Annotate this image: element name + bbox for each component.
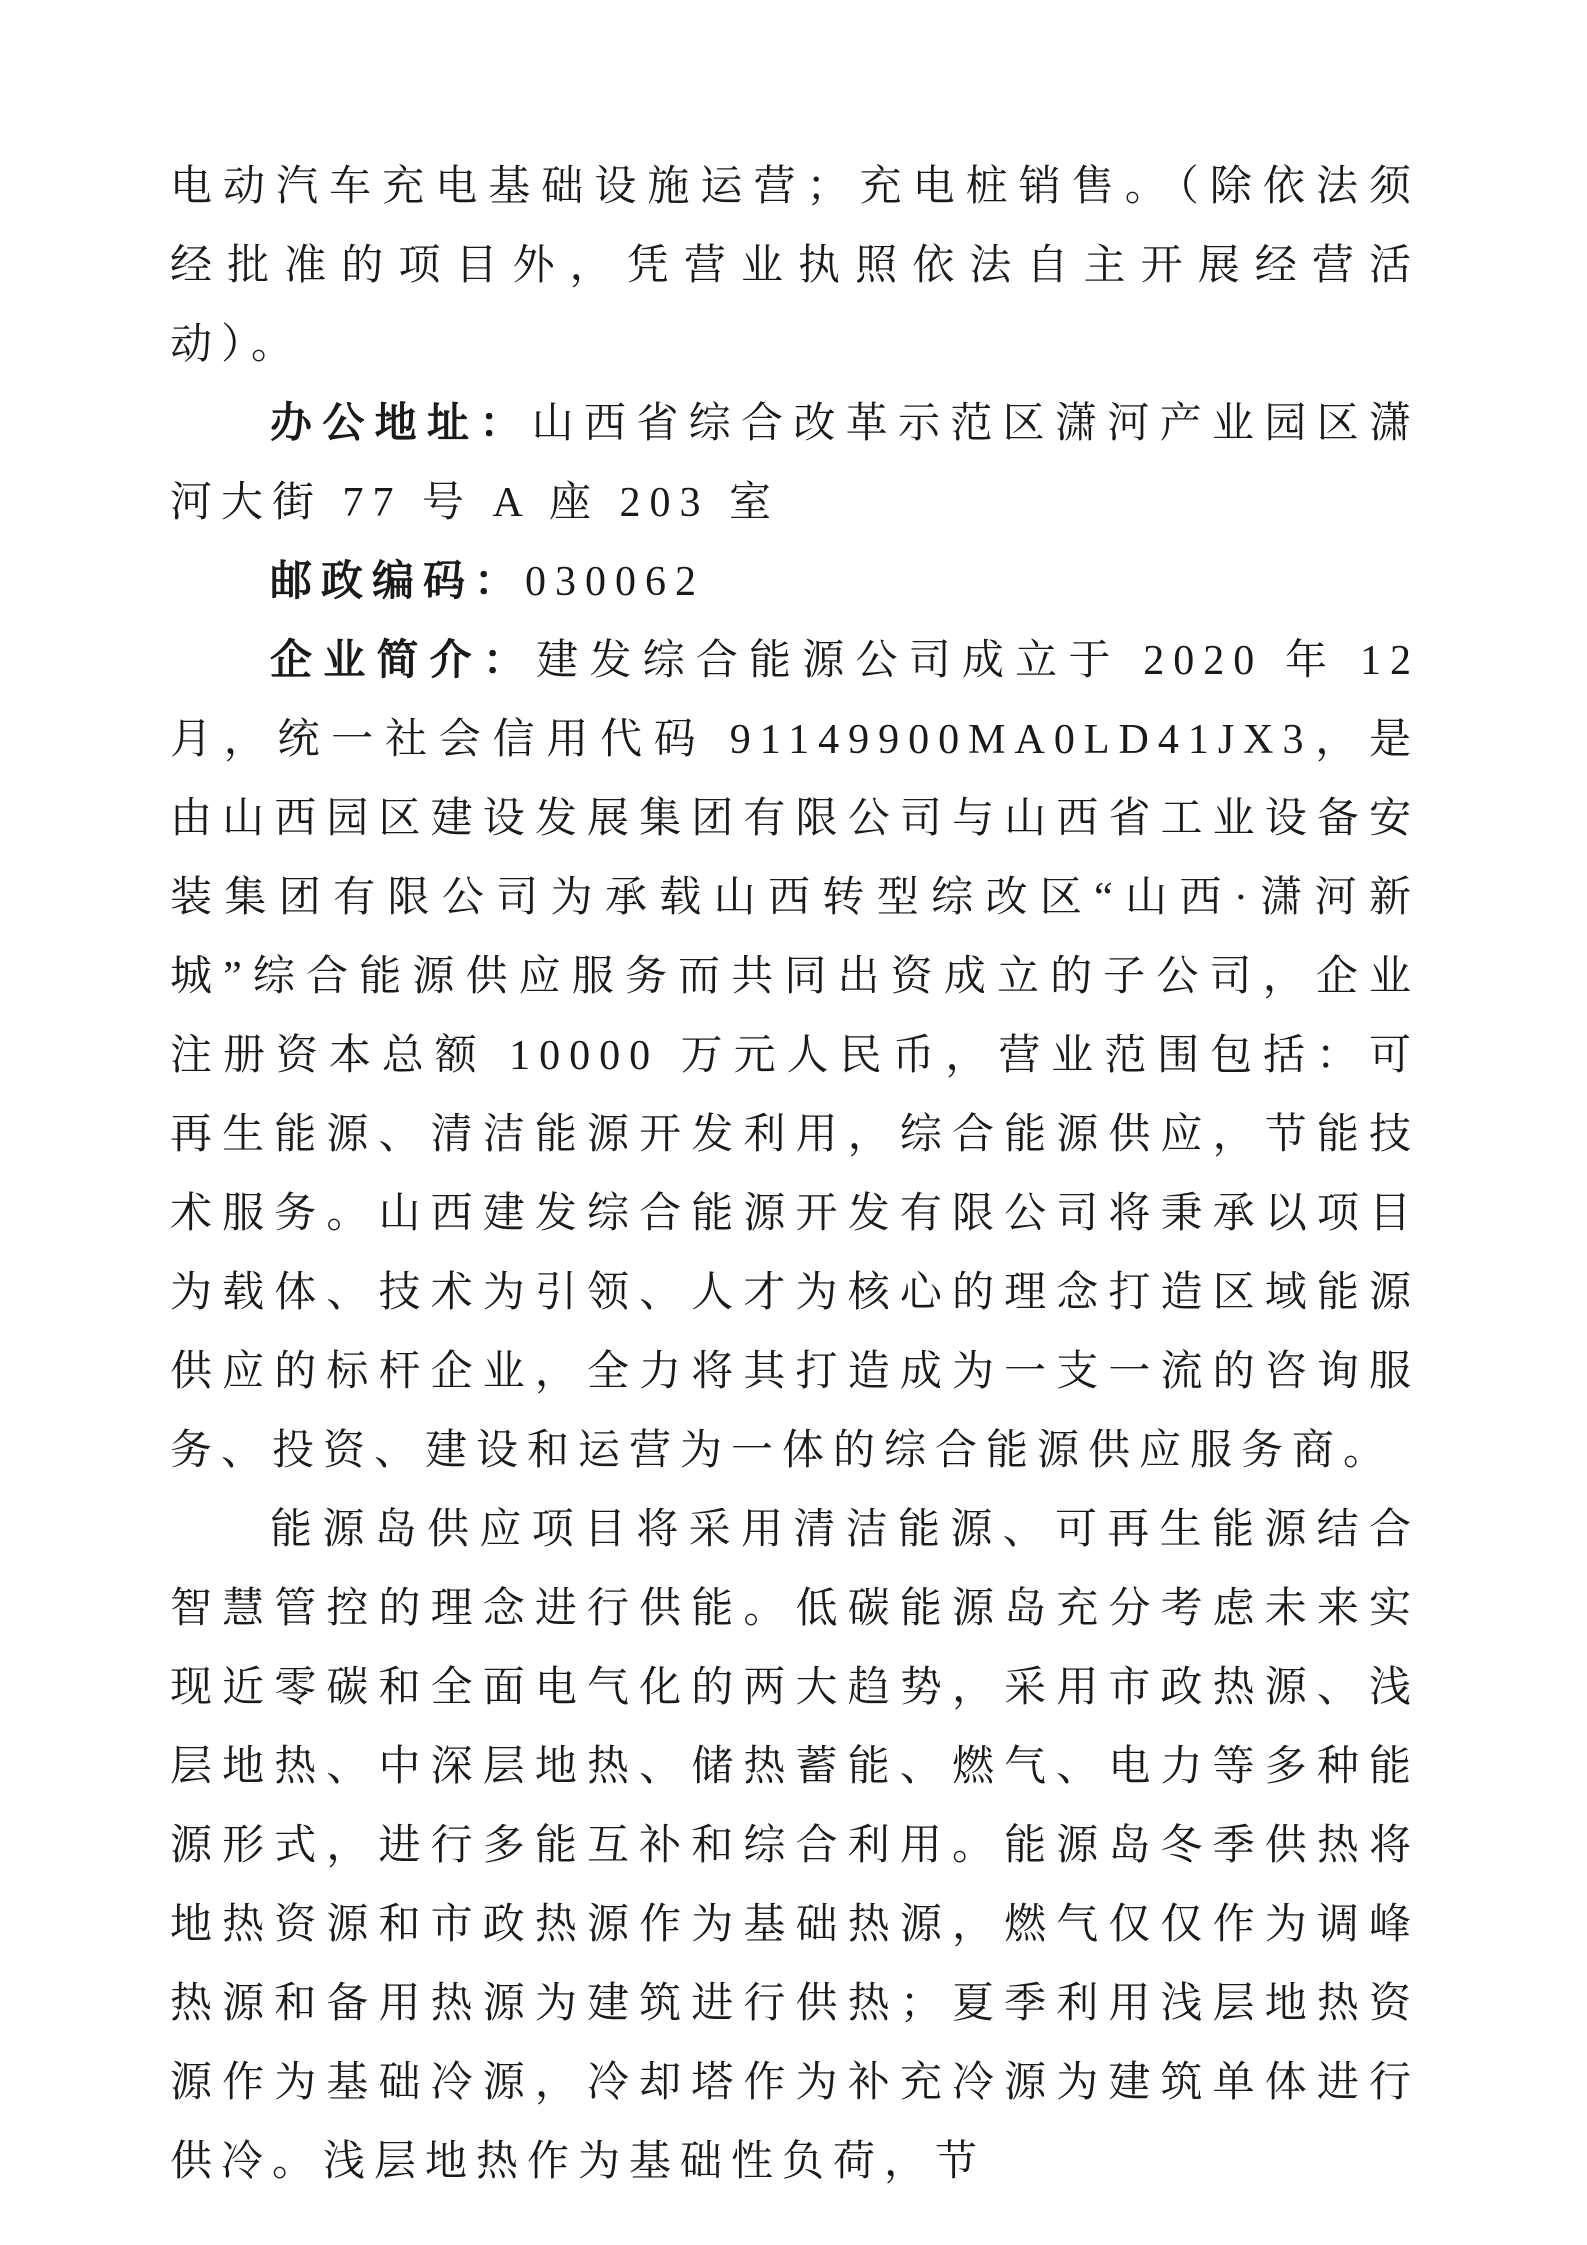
postal-code-value: 030062 [525, 559, 706, 605]
company-profile-label: 企业简介： [270, 638, 537, 684]
paragraph-company-profile [170, 622, 1420, 1491]
paragraph-text: 电动汽车充电基础设施运营；充电桩销售。（除依法须经批准的项目外，凭营业执照依法自主开展经营活动）。 [170, 164, 1420, 368]
paragraph-business-scope-continuation [170, 148, 1420, 385]
energy-island-text: 能源岛供应项目将采用清洁能源、可再生能源结合智慧管控的理念进行供能。低碳能源岛充分考虑未来实现近零碳和全面电气化的两大趋势，采用市政热源、浅层地热、中深层地热、储热蓄能、燃气、电力等多种能源形式，进行多能互补和综合利用。能源岛冬季供热将地热资源和市政热源作为基础热源，燃气仅仅作为调峰热源和备用热源为建筑进行供热；夏季利用浅层地热资源作为基础冷源，冷却塔作为补充冷源为建筑单体进行供冷。浅层地热作为基础性负荷，节 [170, 1507, 1420, 2185]
company-profile-text: 建发综合能源公司成立于 2020 年 12 月，统一社会信用代码 91149900MA0LD41JX3，是由山西园区建设发展集团有限公司与山西省工业设备安装集团有限公司为承载山西转型综改区“山西·潇河新城”综合能源供应服务而共同出资成立的子公司，企业注册资本总额 10000 万元人民币，营业范围包括：可再生能源、清洁能源开发利用，综合能源供应，节能技术服务。山西建发综合能源开发有限公司将秉承以项目为载体、技术为引领、人才为核心的理念打造区域能源供应的标杆企业，全力将其打造成为一支一流的咨询服务、投资、建设和运营为一体的综合能源供应服务商。 [170, 638, 1420, 1474]
paragraph-office-address [170, 385, 1420, 543]
paragraph-energy-island [170, 1491, 1420, 2202]
postal-code-label: 邮政编码： [270, 559, 526, 605]
office-address-label: 办公地址： [270, 401, 532, 447]
paragraph-postal-code [170, 543, 1420, 622]
office-address-value: 山西省综合改革示范区潇河产业园区潇河大街 77 号 A 座 203 室 [170, 401, 1420, 526]
